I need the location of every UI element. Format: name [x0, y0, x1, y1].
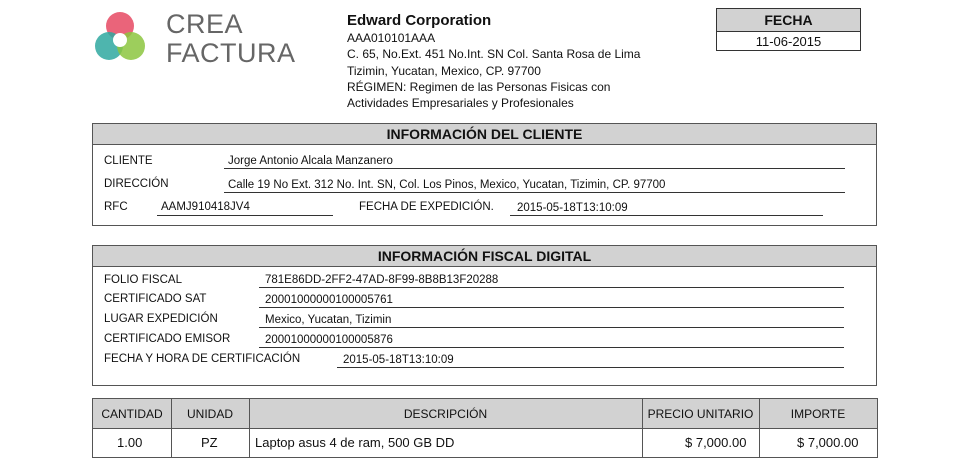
col-divider	[249, 399, 250, 457]
cert-emisor-value: 20001000000100005876	[265, 334, 393, 346]
col-header-cantidad: CANTIDAD	[101, 407, 163, 421]
fecha-value: 11-06-2015	[755, 34, 822, 49]
company-address-1: C. 65, No.Ext. 451 No.Int. SN Col. Santa Rosa de Lima	[347, 47, 641, 62]
client-name-label: CLIENTE	[104, 155, 153, 167]
client-rfc-label: RFC	[104, 201, 128, 213]
client-rfc-underline	[157, 215, 333, 216]
row-cantidad: 1.00	[117, 435, 143, 450]
client-address-value: Calle 19 No Ext. 312 No. Int. SN, Col. Los Pinos, Mexico, Yucatan, Tizimin, CP. 97700	[228, 179, 666, 191]
fiscal-section-title: INFORMACIÓN FISCAL DIGITAL	[93, 246, 876, 267]
fecha-label: FECHA	[717, 9, 860, 32]
lugar-underline	[259, 327, 844, 328]
issue-date-value: 2015-05-18T13:10:09	[517, 202, 628, 214]
items-table	[92, 398, 878, 458]
col-header-descripcion: DESCRIPCIÓN	[403, 407, 488, 421]
lugar-value: Mexico, Yucatan, Tizimin	[265, 314, 392, 326]
company-address-2: Tizimin, Yucatan, Mexico, CP. 97700	[347, 63, 541, 78]
col-header-precio: PRECIO UNITARIO	[647, 407, 754, 421]
cert-date-underline	[337, 367, 844, 368]
row-unidad: PZ	[201, 435, 218, 450]
col-header-unidad: UNIDAD	[186, 407, 233, 421]
cert-date-label: FECHA Y HORA DE CERTIFICACIÓN	[104, 353, 301, 365]
issue-date-underline	[510, 215, 823, 216]
client-name-value: Jorge Antonio Alcala Manzanero	[228, 155, 393, 167]
row-precio: $ 7,000.00	[685, 435, 747, 450]
cert-sat-value: 20001000000100005761	[265, 294, 393, 306]
client-name-underline	[224, 168, 845, 169]
folio-label: FOLIO FISCAL	[104, 274, 182, 286]
folio-underline	[259, 287, 844, 288]
lugar-label: LUGAR EXPEDICIÓN	[104, 313, 218, 325]
col-header-importe: IMPORTE	[790, 407, 846, 421]
client-rfc-value: AAMJ910418JV4	[161, 201, 250, 213]
row-importe: $ 7,000.00	[797, 435, 859, 450]
cert-emisor-label: CERTIFICADO EMISOR	[104, 333, 231, 345]
logo-line-1: CREA	[166, 9, 244, 39]
col-divider	[759, 399, 760, 457]
folio-value: 781E86DD-2FF2-47AD-8F99-8B8B13F20288	[265, 274, 499, 286]
row-descripcion: Laptop asus 4 de ram, 500 GB DD	[255, 435, 455, 450]
cert-emisor-underline	[259, 347, 844, 348]
client-section-title: INFORMACIÓN DEL CLIENTE	[93, 124, 876, 145]
client-address-label: DIRECCIÓN	[104, 178, 169, 190]
logo-line-2: FACTURA	[166, 38, 296, 68]
company-rfc: AAA010101AAA	[347, 31, 436, 45]
company-name: Edward Corporation	[347, 12, 492, 29]
company-info	[347, 12, 640, 111]
company-regimen-1: RÉGIMEN: Regimen de las Personas Fisicas con	[347, 79, 611, 94]
logo-icon	[92, 10, 148, 66]
client-address-underline	[224, 192, 845, 193]
fiscal-info-section	[92, 245, 877, 386]
col-divider	[171, 399, 172, 457]
col-divider	[642, 399, 643, 457]
issue-date-label: FECHA DE EXPEDICIÓN.	[359, 201, 494, 213]
logo-wordmark	[166, 10, 296, 68]
client-info-section	[92, 123, 877, 226]
company-regimen-2: Actividades Empresariales y Profesionales	[347, 96, 574, 111]
cert-sat-underline	[259, 307, 844, 308]
cert-sat-label: CERTIFICADO SAT	[104, 293, 207, 305]
cert-date-value: 2015-05-18T13:10:09	[343, 354, 454, 366]
fecha-box	[716, 8, 861, 51]
